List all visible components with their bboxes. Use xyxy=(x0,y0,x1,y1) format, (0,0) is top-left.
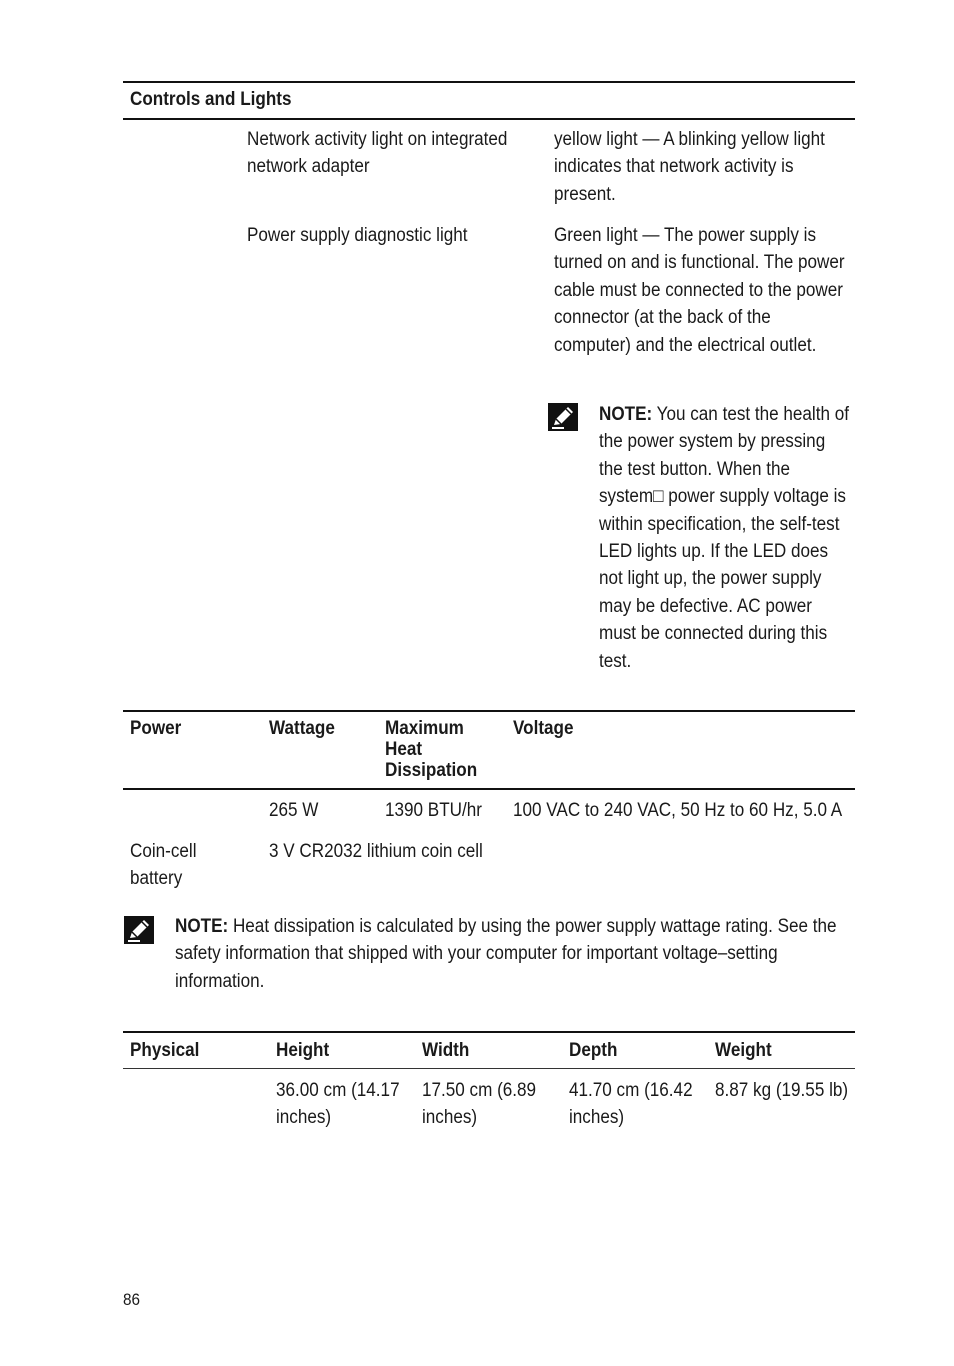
power-table-header-rule xyxy=(123,788,855,790)
width-value: 17.50 cm (6.89 inches) xyxy=(422,1080,537,1129)
power-table-top-rule xyxy=(123,710,855,712)
heat-value: 1390 BTU/hr xyxy=(385,800,482,821)
psu-note-label: NOTE: xyxy=(599,404,653,425)
controls-table-header: Controls and Lights xyxy=(130,89,292,110)
controls-table-top-rule xyxy=(123,81,855,83)
pencil-note-icon xyxy=(124,916,154,944)
page-number: 86 xyxy=(123,1290,141,1309)
psu-light-label: Power supply diagnostic light xyxy=(247,225,468,246)
power-header: Power xyxy=(130,718,182,739)
voltage-value: 100 VAC to 240 VAC, 50 Hz to 60 Hz, 5.0 A xyxy=(513,800,843,821)
coin-cell-value: 3 V CR2032 lithium coin cell xyxy=(269,841,483,862)
weight-header: Weight xyxy=(715,1040,772,1061)
network-light-label: Network activity light on integrated network adapter xyxy=(247,129,508,178)
voltage-header: Voltage xyxy=(513,718,574,739)
pencil-note-icon xyxy=(548,403,578,431)
psu-note xyxy=(599,401,853,675)
heat-note-label: NOTE: xyxy=(175,916,229,937)
depth-value: 41.70 cm (16.42 inches) xyxy=(569,1080,693,1129)
coin-cell-label: Coin-cell battery xyxy=(130,841,197,890)
psu-light-value: Green light — The power supply is turned on and is functional. The power cable must be connected to the power connector (at the back of the computer) and the electrical outlet. xyxy=(554,225,845,356)
depth-header: Depth xyxy=(569,1040,618,1061)
height-header: Height xyxy=(276,1040,330,1061)
heat-header: Maximum Heat Dissipation xyxy=(385,718,478,781)
heat-note xyxy=(175,913,855,995)
physical-header: Physical xyxy=(130,1040,200,1061)
network-light-value: yellow light — A blinking yellow light indicates that network activity is present. xyxy=(554,129,825,205)
physical-table-header-rule xyxy=(123,1068,855,1069)
wattage-header: Wattage xyxy=(269,718,335,739)
width-header: Width xyxy=(422,1040,470,1061)
psu-note-text: You can test the health of the power system by pressing the test button. When the system□ power supply voltage is within specification, the self-test LED lights up. If the LED does not light up, the power supply may be defective. AC power must be connected during this test. xyxy=(599,404,850,672)
controls-table-header-rule xyxy=(123,118,855,120)
weight-value: 8.87 kg (19.55 lb) xyxy=(715,1080,849,1101)
wattage-value: 265 W xyxy=(269,800,319,821)
height-value: 36.00 cm (14.17 inches) xyxy=(276,1080,400,1129)
physical-table-top-rule xyxy=(123,1031,855,1033)
heat-note-text: Heat dissipation is calculated by using the power supply wattage rating. See the safety information that shipped with your computer for important voltage–setting information. xyxy=(175,916,837,992)
